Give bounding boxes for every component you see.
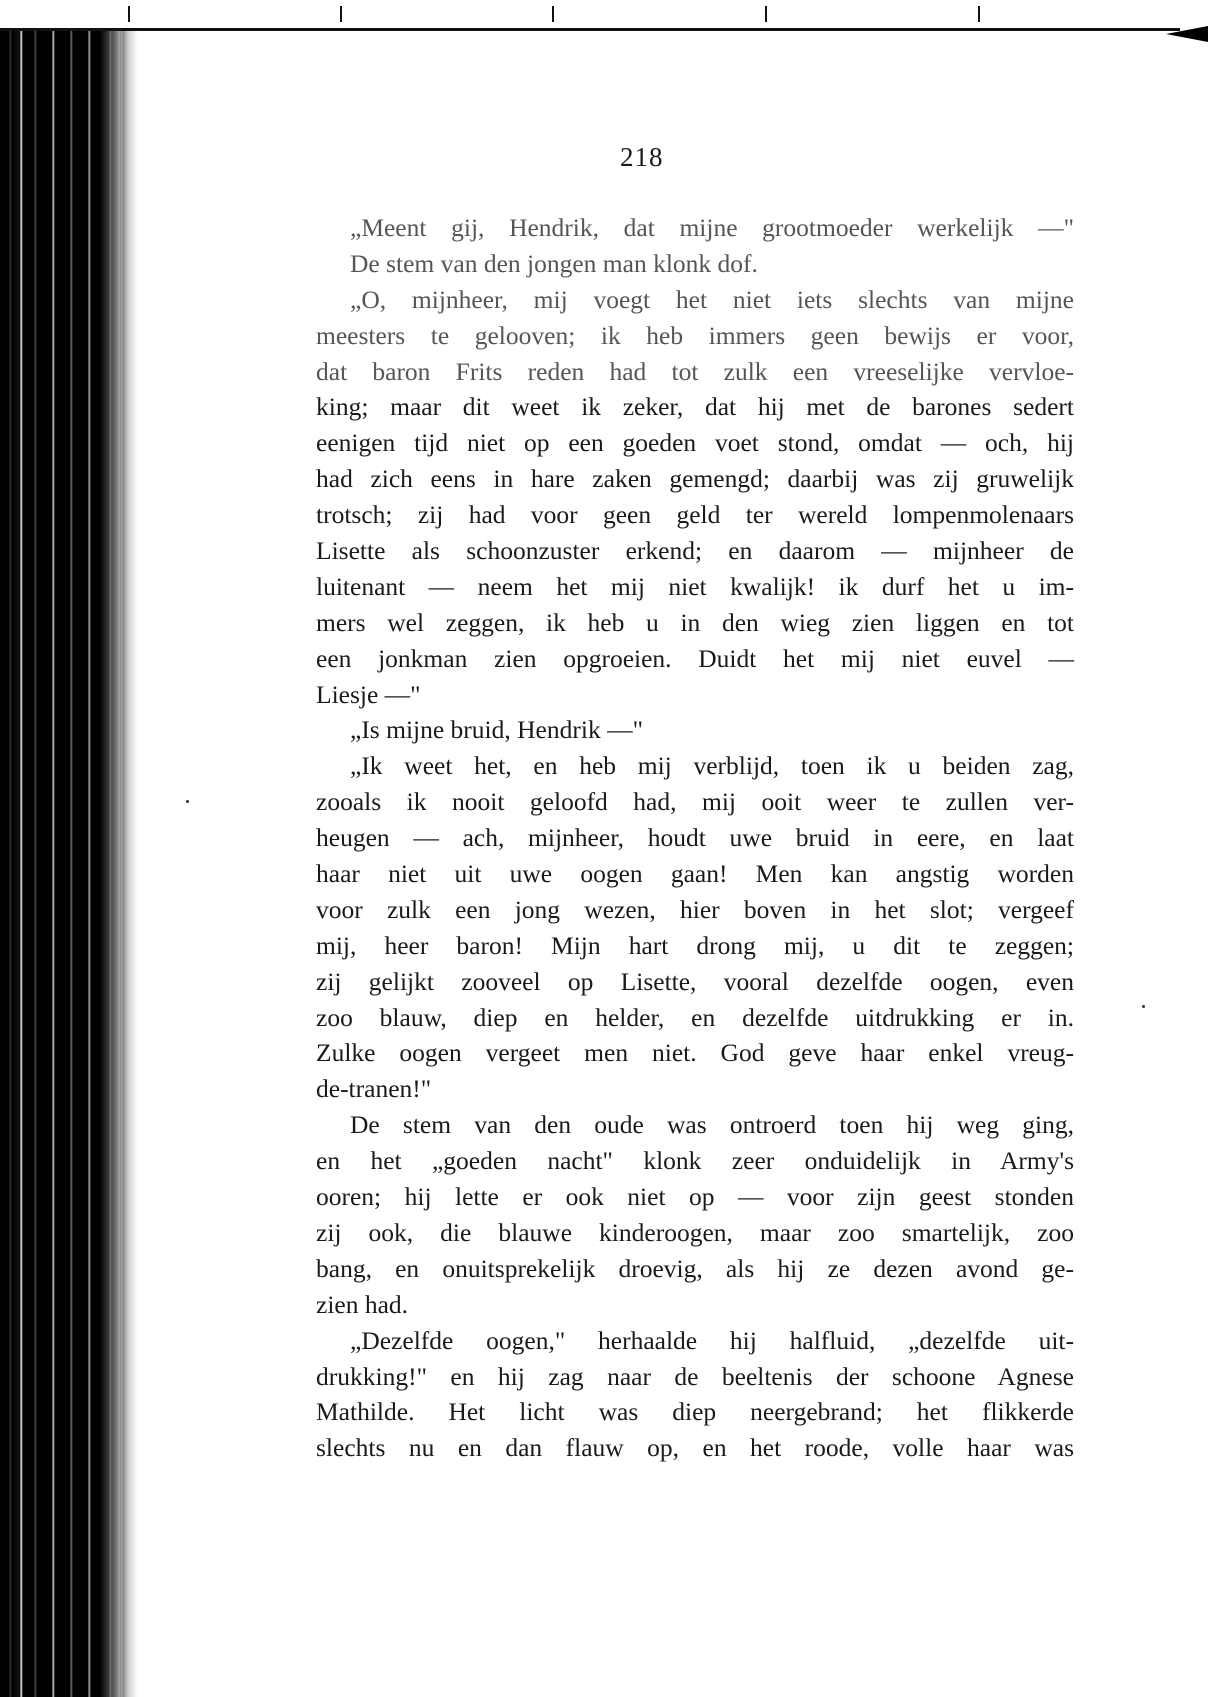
text-line: eenigen tijd niet op een goeden voet stond, omdat — och, hij (316, 428, 1074, 458)
text-line: „O, mijnheer, mij voegt het niet iets slechts van mijne (350, 284, 1074, 314)
scan-top-rule (0, 28, 1180, 31)
text-line: heugen — ach, mijnheer, houdt uwe bruid in eere, en laat (316, 823, 1074, 853)
text-line: dat baron Frits reden had tot zulk een vreeselijke vervloe- (316, 356, 1074, 386)
text-line: zij gelijkt zooveel op Lisette, vooral dezelfde oogen, even (316, 966, 1074, 996)
text-line: Liesje —" (316, 679, 421, 709)
text-line: haar niet uit uwe oogen gaan! Men kan angstig worden (316, 859, 1074, 889)
scan-tick-mark (128, 6, 130, 22)
text-line: Lisette als schoonzuster erkend; en daarom — mijnheer de (316, 536, 1074, 566)
text-line: drukking!" en hij zag naar de beeltenis der schoone Agnese (316, 1361, 1074, 1391)
body-text (316, 210, 1074, 1466)
text-line: Zulke oogen vergeet men niet. God geve haar enkel vreug- (316, 1038, 1074, 1068)
text-line: Mathilde. Het licht was diep neergebrand; het flikkerde (316, 1397, 1074, 1427)
text-line: king; maar dit weet ik zeker, dat hij met de barones sedert (316, 392, 1074, 422)
text-line: mers wel zeggen, ik heb u in den wieg zien liggen en tot (316, 607, 1074, 637)
scan-arrow-icon (1166, 26, 1208, 42)
text-line: de-tranen!" (316, 1074, 432, 1104)
text-line: De stem van den oude was ontroerd toen hij weg ging, (350, 1110, 1074, 1140)
text-line: trotsch; zij had voor geen geld ter wereld lompenmolenaars (316, 500, 1074, 530)
text-line: „Meent gij, Hendrik, dat mijne grootmoeder werkelijk —" (350, 213, 1074, 242)
text-line: had zich eens in hare zaken gemengd; daarbij was zij gruwelijk (316, 464, 1074, 494)
text-line: ooren; hij lette er ook niet op — voor zijn geest stonden (316, 1182, 1074, 1212)
text-line: slechts nu en dan flauw op, en het roode, volle haar was (316, 1433, 1074, 1463)
scan-tick-mark (765, 6, 767, 22)
text-line: „Dezelfde oogen," herhaalde hij halfluid, „dezelfde uit- (350, 1325, 1074, 1355)
book-spine (0, 28, 128, 1697)
text-line: luitenant — neem het mij niet kwalijk! ik durf het u im- (316, 571, 1074, 601)
text-line: zoo blauw, diep en helder, en dezelfde uitdrukking er in. (316, 1002, 1074, 1032)
scan-speck (1142, 1005, 1145, 1008)
text-line: zij ook, die blauwe kinderoogen, maar zoo smartelijk, zoo (316, 1217, 1074, 1247)
text-line: bang, en onuitsprekelijk droevig, als hij ze dezen avond ge- (316, 1253, 1074, 1283)
spine-shadow (120, 28, 138, 1697)
text-line: zien had. (316, 1289, 409, 1319)
page-number: 218 (620, 142, 664, 172)
text-line: De stem van den jongen man klonk dof. (350, 248, 758, 278)
scan-tick-mark (978, 6, 980, 22)
scan-tick-mark (552, 6, 554, 22)
scan-tick-mark (340, 6, 342, 22)
text-line: „Is mijne bruid, Hendrik —" (350, 715, 643, 745)
text-line: en het „goeden nacht" klonk zeer onduidelijk in Army's (316, 1146, 1074, 1176)
text-line: mij, heer baron! Mijn hart drong mij, u dit te zeggen; (316, 930, 1074, 960)
text-line: voor zulk een jong wezen, hier boven in het slot; vergeef (316, 894, 1074, 924)
text-line: meesters te gelooven; ik heb immers geen bewijs er voor, (316, 320, 1074, 350)
text-line: zooals ik nooit geloofd had, mij ooit weer te zullen ver- (316, 787, 1074, 817)
text-line: een jonkman zien opgroeien. Duidt het mij niet euvel — (316, 643, 1074, 673)
scan-speck (186, 800, 189, 803)
text-line: „Ik weet het, en heb mij verblijd, toen ik u beiden zag, (350, 751, 1074, 781)
